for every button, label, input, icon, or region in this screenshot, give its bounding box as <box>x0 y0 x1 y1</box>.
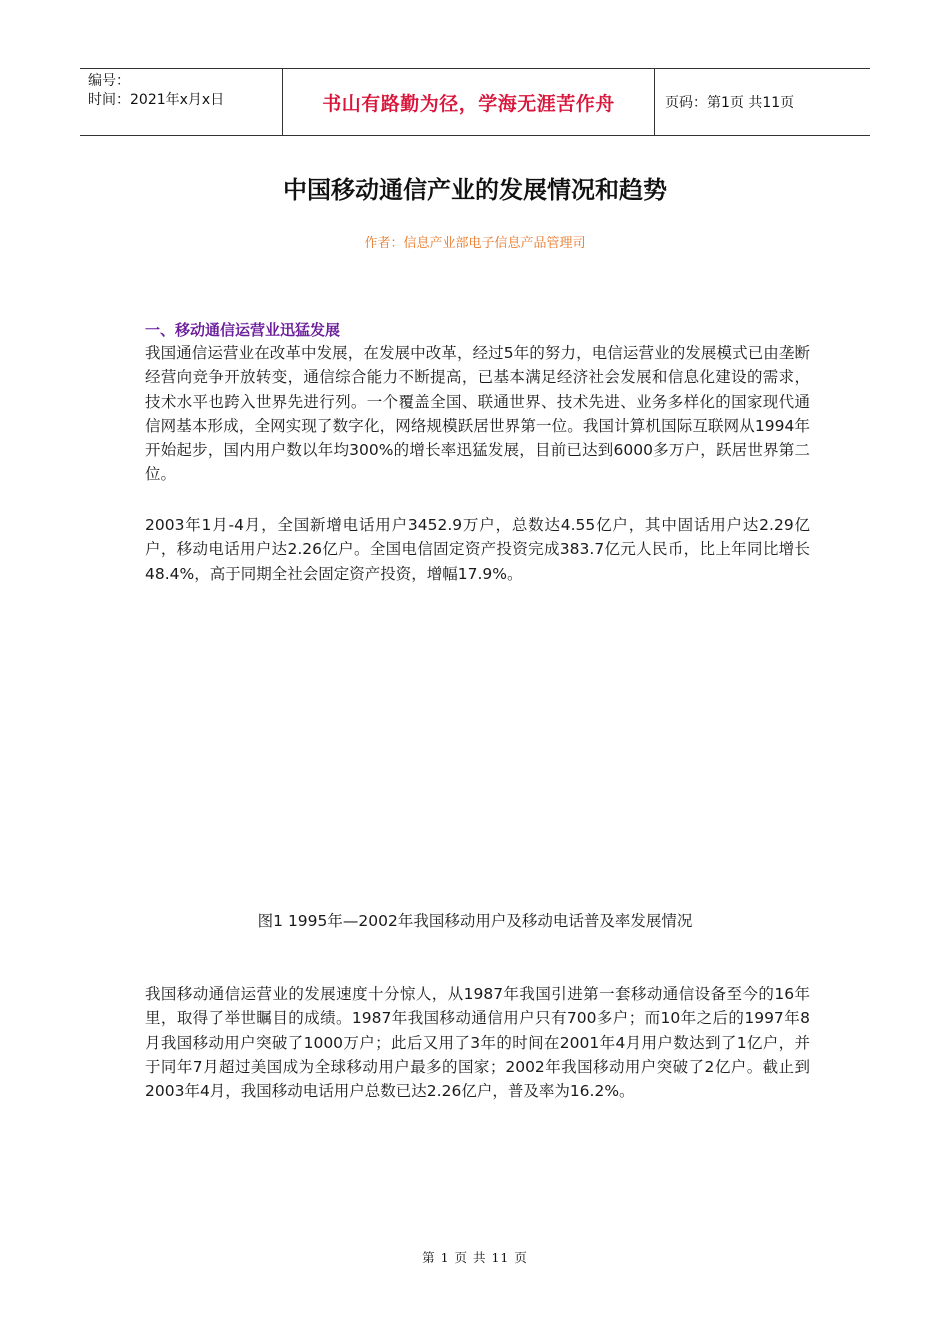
figure-placeholder <box>145 620 810 890</box>
paragraph-mobile-growth: 我国移动通信运营业的发展速度十分惊人，从1987年我国引进第一套移动通信设备至今的16年里，取得了举世瞩目的成绩。1987年我国移动通信用户只有700多户；而10年之后的1997年8月我国移动用户突破了1000万户；此后又用了3年的时间在2001年4月用户数达到了1亿户，并于同年7月超过美国成为全球移动用户最多的国家；2002年我国移动用户突破了2亿户。截止到2003年4月，我国移动电话用户总数已达2.26亿户，普及率为16.2%。 <box>145 985 810 1101</box>
page-info-text: 页码：第1页 共11页 <box>665 95 795 111</box>
paragraph-statistics: 2003年1月-4月，全国新增电话用户3452.9万户，总数达4.55亿户，其中固话用户达2.29亿户，移动电话用户达2.26亿户。全国电信固定资产投资完成383.7亿元人民币，比上年同比增长48.4%，高于同期全社会固定资产投资，增幅17.9%。 <box>145 516 810 583</box>
page-info-cell <box>655 69 870 135</box>
figure-caption: 图1 1995年—2002年我国移动用户及移动电话普及率发展情况 <box>257 912 693 930</box>
document-author: 作者：信息产业部电子信息产品管理司 <box>364 236 586 251</box>
document-header-table <box>80 68 870 136</box>
section-heading: 一、移动通信运营业迅猛发展 <box>145 321 341 339</box>
motto-cell <box>282 69 655 135</box>
motto-text: 书山有路勤为径，学海无涯苦作舟 <box>322 92 615 115</box>
time-label: 时间：2021年x月x日 <box>88 92 225 108</box>
document-title: 中国移动通信产业的发展情况和趋势 <box>283 175 667 204</box>
code-label: 编号： <box>88 73 130 89</box>
page-footer: 第 1 页 共 11 页 <box>422 1250 528 1265</box>
paragraph-intro: 我国通信运营业在改革中发展，在发展中改革，经过5年的努力，电信运营业的发展模式已由垄断经营向竞争开放转变，通信综合能力不断提高，已基本满足经济社会发展和信息化建设的需求，技术水平也跨入世界先进行列。一个覆盖全国、联通世界、技术先进、业务多样化的国家现代通信网基本形成，全网实现了数字化，网络规模跃居世界第一位。我国计算机国际互联网从1994年开始起步，国内用户数以年均300%的增长率迅猛发展，目前已达到6000多万户，跃居世界第二位。 <box>145 344 810 484</box>
header-meta-cell <box>80 69 282 135</box>
